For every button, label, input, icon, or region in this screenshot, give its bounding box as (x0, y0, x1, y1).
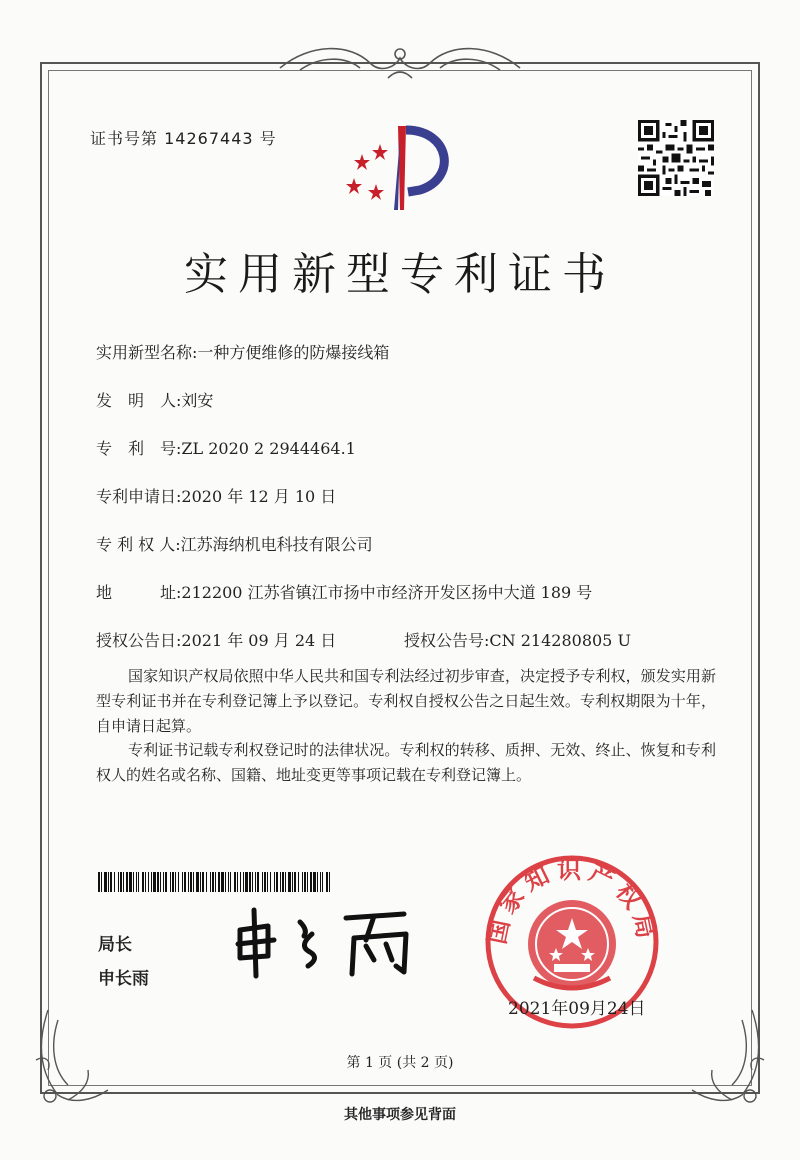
top-ornament (270, 38, 530, 88)
grant-number-label: 授权公告号: (404, 631, 490, 650)
qr-code (638, 120, 714, 196)
director-title: 局长 (98, 935, 132, 955)
handwritten-signature (228, 900, 428, 980)
footer-note: 其他事项参见背面 (344, 1107, 456, 1123)
field-patent-number (96, 436, 356, 459)
field-grant-date (96, 628, 336, 651)
body-paragraph-1: 国家知识产权局依照中华人民共和国专利法经过初步审查，决定授予专利权，颁发实用新型专利证书并在专利登记簿上予以登记。专利权自授权公告之日起生效。专利权期限为十年，自申请日起算。 (96, 667, 716, 735)
utility-model-name-label: 实用新型名称: (96, 343, 198, 362)
inventor-label: 发 明 人: (96, 391, 182, 410)
patentee-label: 专 利 权 人: (96, 535, 181, 554)
certificate-number-suffix: 号 (259, 129, 277, 148)
field-grant-number (404, 628, 631, 651)
filing-date-value: 2020 年 12 月 10 日 (181, 487, 337, 506)
seal-date: 2021年09月24日 (508, 999, 646, 1019)
address-value: 212200 江苏省镇江市扬中市经济开发区扬中大道 189 号 (181, 583, 593, 602)
page-number: 第 1 页 (共 2 页) (346, 1055, 454, 1071)
barcode (98, 872, 330, 892)
body-paragraph-2: 专利证书记载专利权登记时的法律状况。专利权的转移、质押、无效、终止、恢复和专利权人的姓名或名称、国籍、地址变更等事项记载在专利登记簿上。 (96, 741, 716, 784)
patent-number-label: 专 利 号: (96, 439, 182, 458)
seal-text: 国家知识产权局 (482, 854, 662, 947)
field-inventor (96, 388, 213, 411)
patent-number-value: ZL 2020 2 2944464.1 (181, 439, 356, 458)
grant-number-value: CN 214280805 U (489, 631, 631, 650)
field-filing-date (96, 484, 336, 507)
director-name: 申长雨 (98, 969, 149, 989)
field-address (96, 580, 592, 603)
address-label: 地 址: (96, 583, 182, 602)
grant-date-label: 授权公告日: (96, 631, 182, 650)
patentee-value: 江苏海纳机电科技有限公司 (180, 535, 373, 554)
grant-date-value: 2021 年 09 月 24 日 (181, 631, 337, 650)
certificate-number (90, 126, 277, 149)
field-utility-model-name (96, 340, 389, 363)
field-patentee (96, 532, 373, 555)
certificate-number-label: 证书号第 (90, 129, 159, 148)
utility-model-name-value: 一种方便维修的防爆接线箱 (197, 343, 390, 362)
certificate-number-value: 14267443 (164, 129, 254, 148)
filing-date-label: 专利申请日: (96, 487, 182, 506)
cnipa-logo-icon (340, 118, 460, 218)
inventor-value: 刘安 (181, 391, 214, 410)
certificate-title: 实用新型专利证书 (184, 249, 616, 300)
